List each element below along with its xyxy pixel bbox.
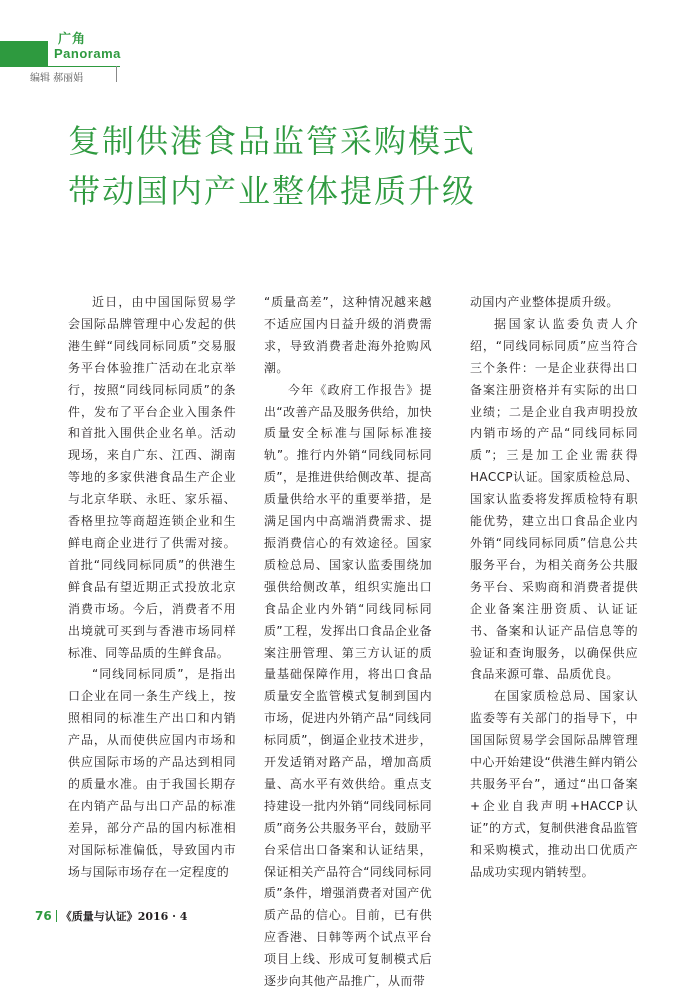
- section-label-cn: 广角: [58, 32, 87, 47]
- paragraph: 动国内产业整体提质升级。: [470, 295, 619, 309]
- editor-divider: [116, 66, 117, 82]
- title-line-2: 带动国内产业整体提质升级: [68, 172, 477, 210]
- section-color-block: [0, 41, 48, 67]
- paragraph: “同线同标同质”，是指出口企业在同一条生产线上，按照相同的标准生产出口和内销产品，从而使供应国内市场和供应国际市场的产品达到相同的质量水准。由于我国长期存在内销产品与出口产品的标准差异，部分产品的国内标准相对国际标准偏低，导致国内市场与国际市场存在一定程度的: [68, 667, 236, 879]
- header-divider: [0, 66, 120, 67]
- editor-credit: 编辑 郝丽娟: [30, 73, 84, 84]
- section-label-en: Panorama: [54, 46, 121, 61]
- text-column-1: [68, 292, 236, 883]
- page-number: 76: [35, 909, 52, 923]
- paragraph: 据国家认监委负责人介绍，“同线同标同质”应当符合三个条件：一是企业获得出口备案注册资格并有实际的出口业绩；二是企业自我声明投放内销市场的产品“同线同标同质”；三是加工企业需获得HACCP认证。国家质检总局、国家认监委将发挥质检特有职能优势，建立出口食品企业内外销“同线同标同质”信息公共服务平台，为相关商务公共服务平台、采购商和消费者提供企业备案注册资质、认证证书、备案和认证产品信息等的验证和查询服务，以确保供应食品来源可靠、品质优良。: [470, 316, 638, 682]
- title-line-1: 复制供港食品监管采购模式: [68, 122, 477, 160]
- paragraph: 今年《政府工作报告》提出“改善产品及服务供给，加快质量安全标准与国际标准接轨”。推行内外销“同线同标同质”，是推进供给侧改革、提高质量供给水平的重要举措，是满足国内中高端消费需求、提振消费信心的有效途径。国家质检总局、国家认监委围绕加强供给侧改革，组织实施出口食品企业内外销“同线同标同质”工程，发挥出口食品企业备案注册管理、第三方认证的质量基础保障作用，将出口食品质量安全监管模式复制到国内市场，促进内外销产品“同线同标同质”，倒逼企业技术进步，开发适销对路产品，增加高质量、高水平有效供给。重点支持建设一批内外销“同线同标同质”商务公共服务平台，鼓励平台采信出口备案和认证结果，保证相关产品符合“同线同标同质”条件，增强消费者对国产优质产品的信心。目前，已有供应香港、日韩等两个试点平台项目上线、形成可复制模式后逐步向其他产品推广，从而带: [264, 382, 432, 989]
- footer-divider: [56, 910, 57, 922]
- paragraph: “质量高差”，这种情况越来越不适应国内日益升级的消费需求，导致消费者赴海外抢购风潮。: [264, 295, 432, 375]
- paragraph: 近日，由中国国际贸易学会国际品牌管理中心发起的供港生鲜“同线同标同质”交易服务平台体验推广活动在北京举行，按照“同线同标同质”的条件，发布了平台企业入围条件和首批入围供企业名单。活动现场，来自广东、江西、湖南等地的多家供港食品生产企业与北京华联、永旺、家乐福、香格里拉等商超连锁企业和生鲜电商企业进行了供需对接。首批“同线同标同质”的供港生鲜食品有望近期正式投放北京消费市场。今后，消费者不用出境就可买到与香港市场同样标准、同等品质的生鲜食品。: [68, 295, 236, 660]
- text-column-3: [470, 292, 638, 883]
- text-column-2: [264, 292, 432, 993]
- page-footer: [35, 908, 187, 924]
- paragraph: 在国家质检总局、国家认监委等有关部门的指导下，中国国际贸易学会国际品牌管理中心开始建设“供港生鲜内销公共服务平台”，通过“出口备案+企业自我声明+HACCP认证”的方式，复制供港食品监管和采购模式，推动出口优质产品成功实现内销转型。: [470, 689, 638, 879]
- article-title: [68, 116, 476, 216]
- journal-name: 《质量与认证》2016 · 4: [60, 910, 188, 923]
